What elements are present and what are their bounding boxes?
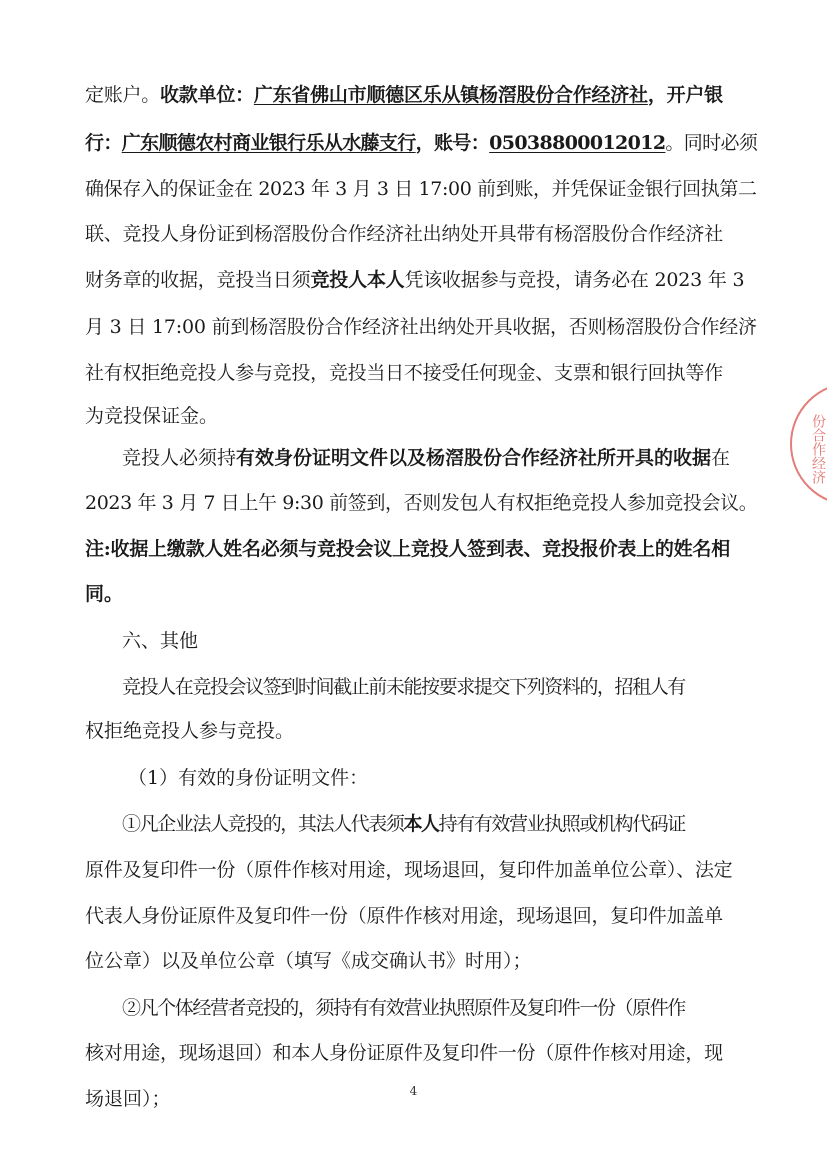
text-segment: 场退回）； <box>85 1088 171 1110</box>
body-text-line <box>85 222 765 246</box>
text-segment: 核对用途，现场退回）和本人身份证原件及复印件一份（原件作核对用途，现 <box>85 1042 723 1064</box>
body-text-line <box>85 315 765 339</box>
body-text-line <box>122 629 802 653</box>
text-segment: 定账户。 <box>85 84 161 106</box>
text-segment: （1）有效的身份证明文件： <box>128 767 369 789</box>
body-text-line <box>85 131 765 155</box>
text-segment: 本人 <box>403 813 439 835</box>
body-text-line <box>85 1041 765 1065</box>
body-text-line <box>122 446 802 470</box>
text-segment: 2023 年 3 月 7 日上午 9:30 前签到，否则发包人有权拒绝竞投人参加竞投会议。 <box>85 492 758 514</box>
body-text-line <box>85 404 765 428</box>
text-segment: 位公章）以及单位公章（填写《成交确认书》时用）； <box>85 950 532 972</box>
body-text-line <box>85 177 765 201</box>
body-text-line <box>122 812 802 836</box>
text-segment: 竞投人本人 <box>310 269 405 291</box>
text-segment: 确保存入的保证金在 2023 年 3 月 3 日 17:00 前到账，并凭保证金银行回执第二 <box>85 178 757 200</box>
body-text-line <box>85 491 765 515</box>
underlined-text: 05038800012012 <box>489 132 666 154</box>
text-segment: 持有有效营业执照或机构代码证 <box>438 813 685 835</box>
body-text-line <box>85 904 765 928</box>
body-text-line <box>85 537 765 561</box>
underlined-text: 广东省佛山市顺德区乐从镇杨滘股份合作经济社 <box>253 84 648 106</box>
text-segment: 竞投人在竞投会议签到时间截止前未能按要求提交下列资料的，招租人有 <box>122 676 685 698</box>
text-segment: 凭该收据参与竞投，请务必在 2023 年 3 <box>404 269 745 291</box>
body-text-line <box>122 675 802 699</box>
body-text-line <box>122 996 802 1020</box>
text-segment: 在 <box>711 447 731 469</box>
text-segment: 。同时必须 <box>665 132 758 154</box>
text-segment: ，账号： <box>415 132 490 154</box>
page-number: 4 <box>409 1084 418 1098</box>
text-segment: ①凡企业法人竞投的，其法人代表须 <box>122 813 404 835</box>
text-segment: 注:收据上缴款人姓名必须与竞投会议上竞投人签到表、竞投报价表上的姓名相 <box>85 538 730 560</box>
text-segment: 联、竞投人身份证到杨滘股份合作经济社出纳处开具带有杨滘股份合作经济社 <box>85 223 723 245</box>
body-text-line <box>85 582 765 606</box>
seal-stamp-text: 份合作经济 <box>810 414 826 484</box>
text-segment: 代表人身份证原件及复印件一份（原件作核对用途，现场退回，复印件加盖单 <box>85 905 723 927</box>
body-text-line <box>85 719 765 743</box>
text-segment: 同。 <box>85 583 124 605</box>
text-segment: 月 3 日 17:00 前到杨滘股份合作经济社出纳处开具收据，否则杨滘股份合作经济 <box>85 316 757 338</box>
text-segment: ②凡个体经营者竞投的，须持有有效营业执照原件及复印件一份（原件作 <box>122 997 685 1019</box>
text-segment: 六、其他 <box>122 630 199 652</box>
body-text-line <box>85 268 765 292</box>
text-segment: 行： <box>85 132 122 154</box>
text-segment: 社有权拒绝竞投人参与竞投，竞投当日不接受任何现金、支票和银行回执等作 <box>85 362 723 384</box>
body-text-line <box>85 83 765 107</box>
text-segment: 收款单位： <box>160 84 254 106</box>
text-segment: 有效身份证明文件以及杨滘股份合作经济社所开具的收据 <box>236 447 712 469</box>
body-text-line <box>85 949 765 973</box>
underlined-text: 广东顺德农村商业银行乐从水藤支行 <box>121 132 416 154</box>
body-text-line <box>85 361 765 385</box>
text-segment: 财务章的收据，竞投当日须 <box>85 269 311 291</box>
body-text-line <box>85 858 765 882</box>
text-segment: ，开户银 <box>647 84 723 106</box>
text-segment: 原件及复印件一份（原件作核对用途，现场退回，复印件加盖单位公章）、法定 <box>85 859 733 881</box>
body-text-line <box>128 766 808 790</box>
text-segment: 竞投人必须持 <box>122 447 237 469</box>
text-segment: 权拒绝竞投人参与竞投。 <box>85 720 295 742</box>
text-segment: 为竞投保证金。 <box>85 405 219 427</box>
